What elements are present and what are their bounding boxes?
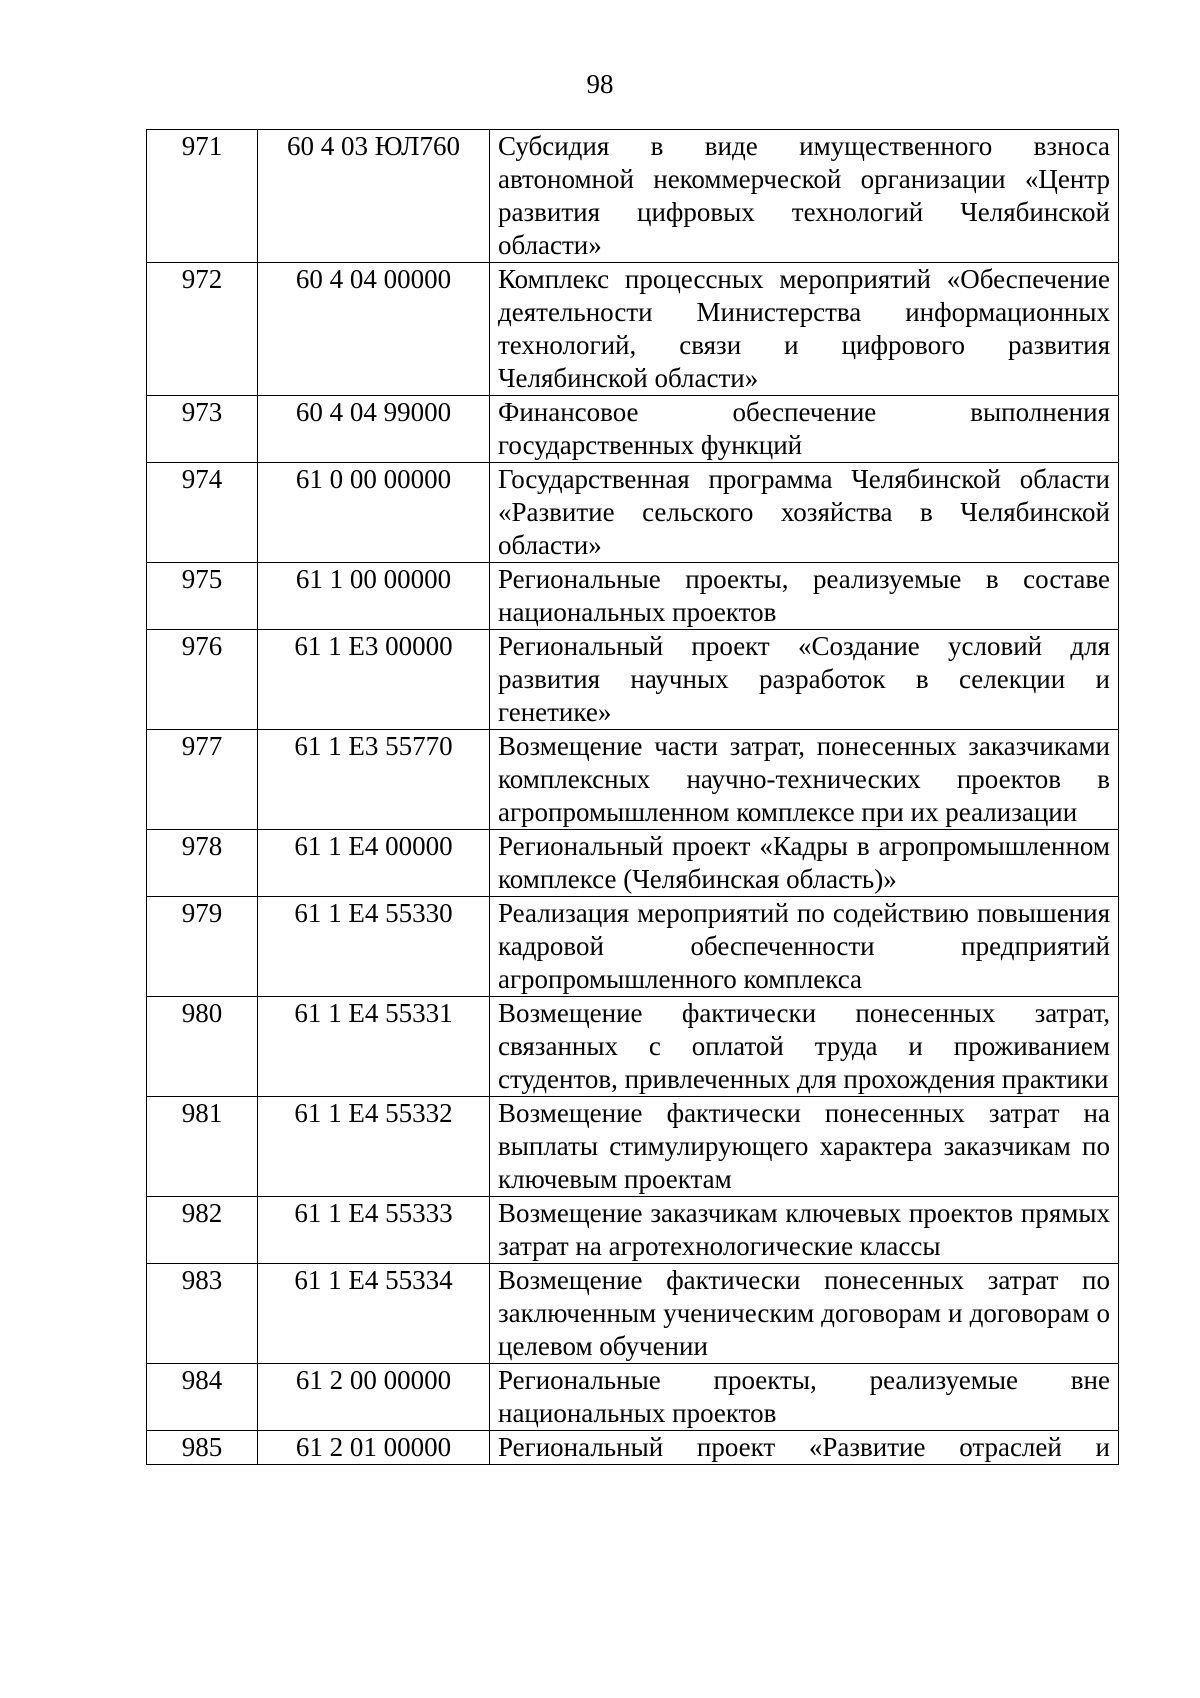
table-row [147,630,1119,730]
page-number: 98 [586,69,614,99]
row-number: 974 [147,463,258,563]
row-number: 976 [147,630,258,730]
row-code: 61 1 E4 55333 [258,1197,490,1264]
row-description: Региональный проект «Развитие отраслей и [490,1431,1119,1465]
table-row [147,897,1119,997]
table-row [147,1431,1119,1465]
row-number: 984 [147,1364,258,1431]
row-number: 978 [147,830,258,897]
row-description: Возмещение фактически понесенных затрат, связанных с оплатой труда и проживанием студентов, привлеченных для прохождения практики [490,997,1119,1097]
row-code: 61 1 E4 55330 [258,897,490,997]
row-code: 61 2 01 00000 [258,1431,490,1465]
table-row [147,130,1119,263]
table-row [147,263,1119,396]
table-row [147,396,1119,463]
row-code: 60 4 03 ЮЛ760 [258,130,490,263]
row-code: 61 0 00 00000 [258,463,490,563]
row-number: 982 [147,1197,258,1264]
row-description: Региональные проекты, реализуемые вне национальных проектов [490,1364,1119,1431]
row-number: 971 [147,130,258,263]
row-number: 977 [147,730,258,830]
row-number: 985 [147,1431,258,1465]
row-description: Возмещение фактически понесенных затрат на выплаты стимулирующего характера заказчикам по ключевым проектам [490,1097,1119,1197]
row-description: Региональный проект «Кадры в агропромышленном комплексе (Челябинская область)» [490,830,1119,897]
row-number: 973 [147,396,258,463]
table-row [147,730,1119,830]
table-row [147,463,1119,563]
row-description: Возмещение заказчикам ключевых проектов прямых затрат на агротехнологические классы [490,1197,1119,1264]
row-number: 975 [147,563,258,630]
row-number: 981 [147,1097,258,1197]
table-row [147,1197,1119,1264]
row-number: 979 [147,897,258,997]
row-code: 61 1 E4 55332 [258,1097,490,1197]
row-description: Региональные проекты, реализуемые в составе национальных проектов [490,563,1119,630]
row-code: 61 1 E4 00000 [258,830,490,897]
row-description: Финансовое обеспечение выполнения государственных функций [490,396,1119,463]
row-code: 61 1 E3 00000 [258,630,490,730]
row-code: 61 1 00 00000 [258,563,490,630]
table-body [147,130,1119,1465]
table-row [147,1264,1119,1364]
row-description: Реализация мероприятий по содействию повышения кадровой обеспеченности предприятий агропромышленного комплекса [490,897,1119,997]
table-row [147,1097,1119,1197]
table-row [147,1364,1119,1431]
row-number: 972 [147,263,258,396]
row-code: 61 1 E3 55770 [258,730,490,830]
row-description: Возмещение части затрат, понесенных заказчиками комплексных научно-технических проектов в агропромышленном комплексе при их реализации [490,730,1119,830]
row-description: Государственная программа Челябинской области «Развитие сельского хозяйства в Челябинской области» [490,463,1119,563]
row-description: Субсидия в виде имущественного взноса автономной некоммерческой организации «Центр развития цифровых технологий Челябинской области» [490,130,1119,263]
classification-table [146,129,1119,1465]
row-code: 61 1 E4 55334 [258,1264,490,1364]
table-row [147,563,1119,630]
row-code: 61 2 00 00000 [258,1364,490,1431]
row-code: 61 1 E4 55331 [258,997,490,1097]
row-description: Региональный проект «Создание условий для развития научных разработок в селекции и генетике» [490,630,1119,730]
table-row [147,830,1119,897]
row-description: Возмещение фактически понесенных затрат по заключенным ученическим договорам и договорам о целевом обучении [490,1264,1119,1364]
table-row [147,997,1119,1097]
row-code: 60 4 04 00000 [258,263,490,396]
row-description: Комплекс процессных мероприятий «Обеспечение деятельности Министерства информационных технологий, связи и цифрового развития Челябинской области» [490,263,1119,396]
row-code: 60 4 04 99000 [258,396,490,463]
row-number: 983 [147,1264,258,1364]
row-number: 980 [147,997,258,1097]
